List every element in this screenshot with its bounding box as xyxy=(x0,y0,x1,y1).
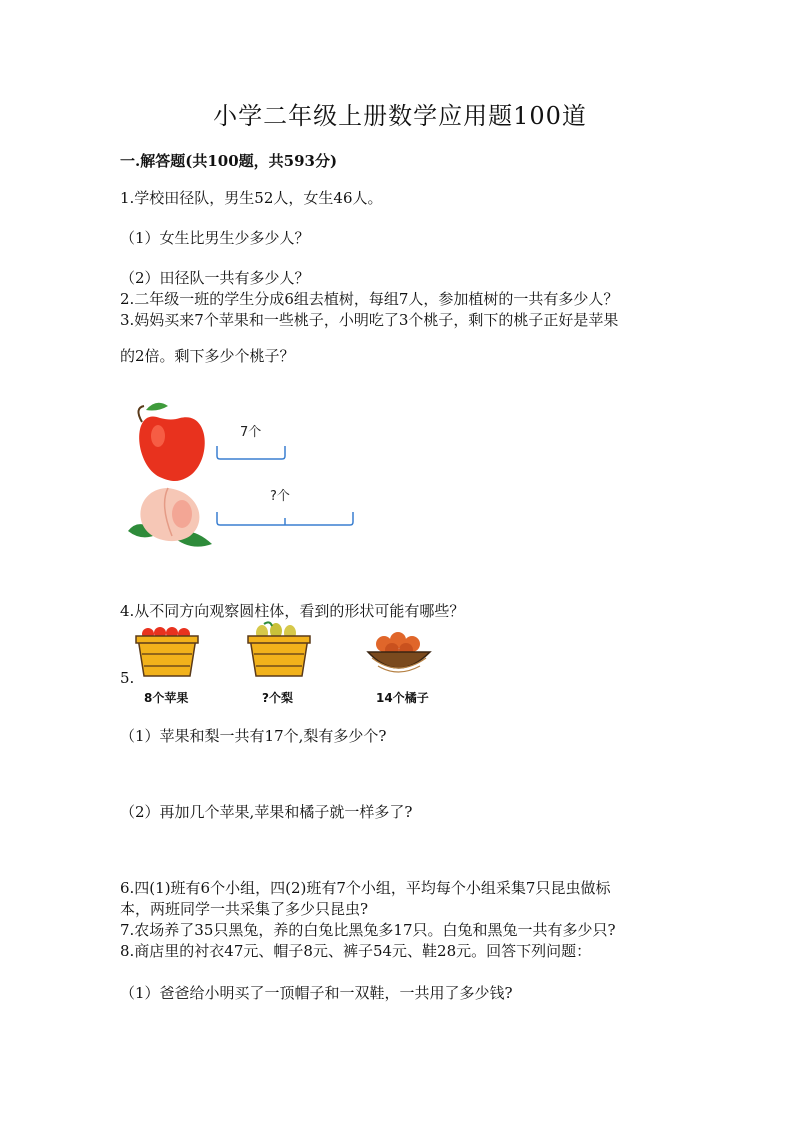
orange-basket-icon xyxy=(368,632,430,672)
question-5-sub-1: （1）苹果和梨一共有17个,梨有多少个? xyxy=(120,727,387,745)
basket-figure xyxy=(130,622,450,707)
question-4: 4.从不同方向观察圆柱体，看到的形状可能有哪些？ xyxy=(120,602,465,620)
question-8-sub-1: （1）爸爸给小明买了一顶帽子和一双鞋，一共用了多少钱? xyxy=(120,984,513,1002)
question-6-line-2: 本，两班同学一共采集了多少只昆虫? xyxy=(120,900,369,918)
apple-basket-icon xyxy=(136,627,198,676)
question-1: 1.学校田径队，男生52人，女生46人。 xyxy=(120,189,383,207)
question-6-line-1: 6.四(1)班有6个小组，四(2)班有7个小组，平均每个小组采集7只昆虫做标 xyxy=(120,879,611,897)
question-5-number: 5. xyxy=(120,669,135,687)
peach-count-label: ?个 xyxy=(270,489,290,504)
basket-1-label: 8个苹果 xyxy=(144,691,189,705)
peach-bracket xyxy=(217,512,353,525)
apple-bracket xyxy=(217,446,285,459)
question-5-sub-2: （2）再加几个苹果,苹果和橘子就一样多了? xyxy=(120,803,413,821)
question-2: 2.二年级一班的学生分成6组去植树，每组7人，参加植树的一共有多少人？ xyxy=(120,290,619,308)
question-1-sub-1: （1）女生比男生少多少人？ xyxy=(120,229,310,247)
section-heading: 一.解答题(共100题，共593分) xyxy=(120,152,338,170)
basket-2-label: ?个梨 xyxy=(262,691,293,705)
page-title: 小学二年级上册数学应用题100道 xyxy=(213,102,587,130)
apple-icon xyxy=(138,403,204,481)
question-3-line-1: 3.妈妈买来7个苹果和一些桃子，小明吃了3个桃子，剩下的桃子正好是苹果 xyxy=(120,311,619,329)
question-8: 8.商店里的衬衣47元、帽子8元、裤子54元、鞋28元。回答下列问题： xyxy=(120,942,592,960)
apple-peach-figure xyxy=(120,396,380,566)
question-7: 7.农场养了35只黑兔，养的白兔比黑兔多17只。白兔和黑兔一共有多少只? xyxy=(120,921,616,939)
basket-3-label: 14个橘子 xyxy=(376,691,429,705)
question-3-line-2: 的2倍。剩下多少个桃子？ xyxy=(120,347,295,365)
peach-icon xyxy=(128,488,212,547)
apple-count-label: 7个 xyxy=(240,425,262,440)
pear-basket-icon xyxy=(248,622,310,676)
question-1-sub-2: （2）田径队一共有多少人？ xyxy=(120,269,310,287)
